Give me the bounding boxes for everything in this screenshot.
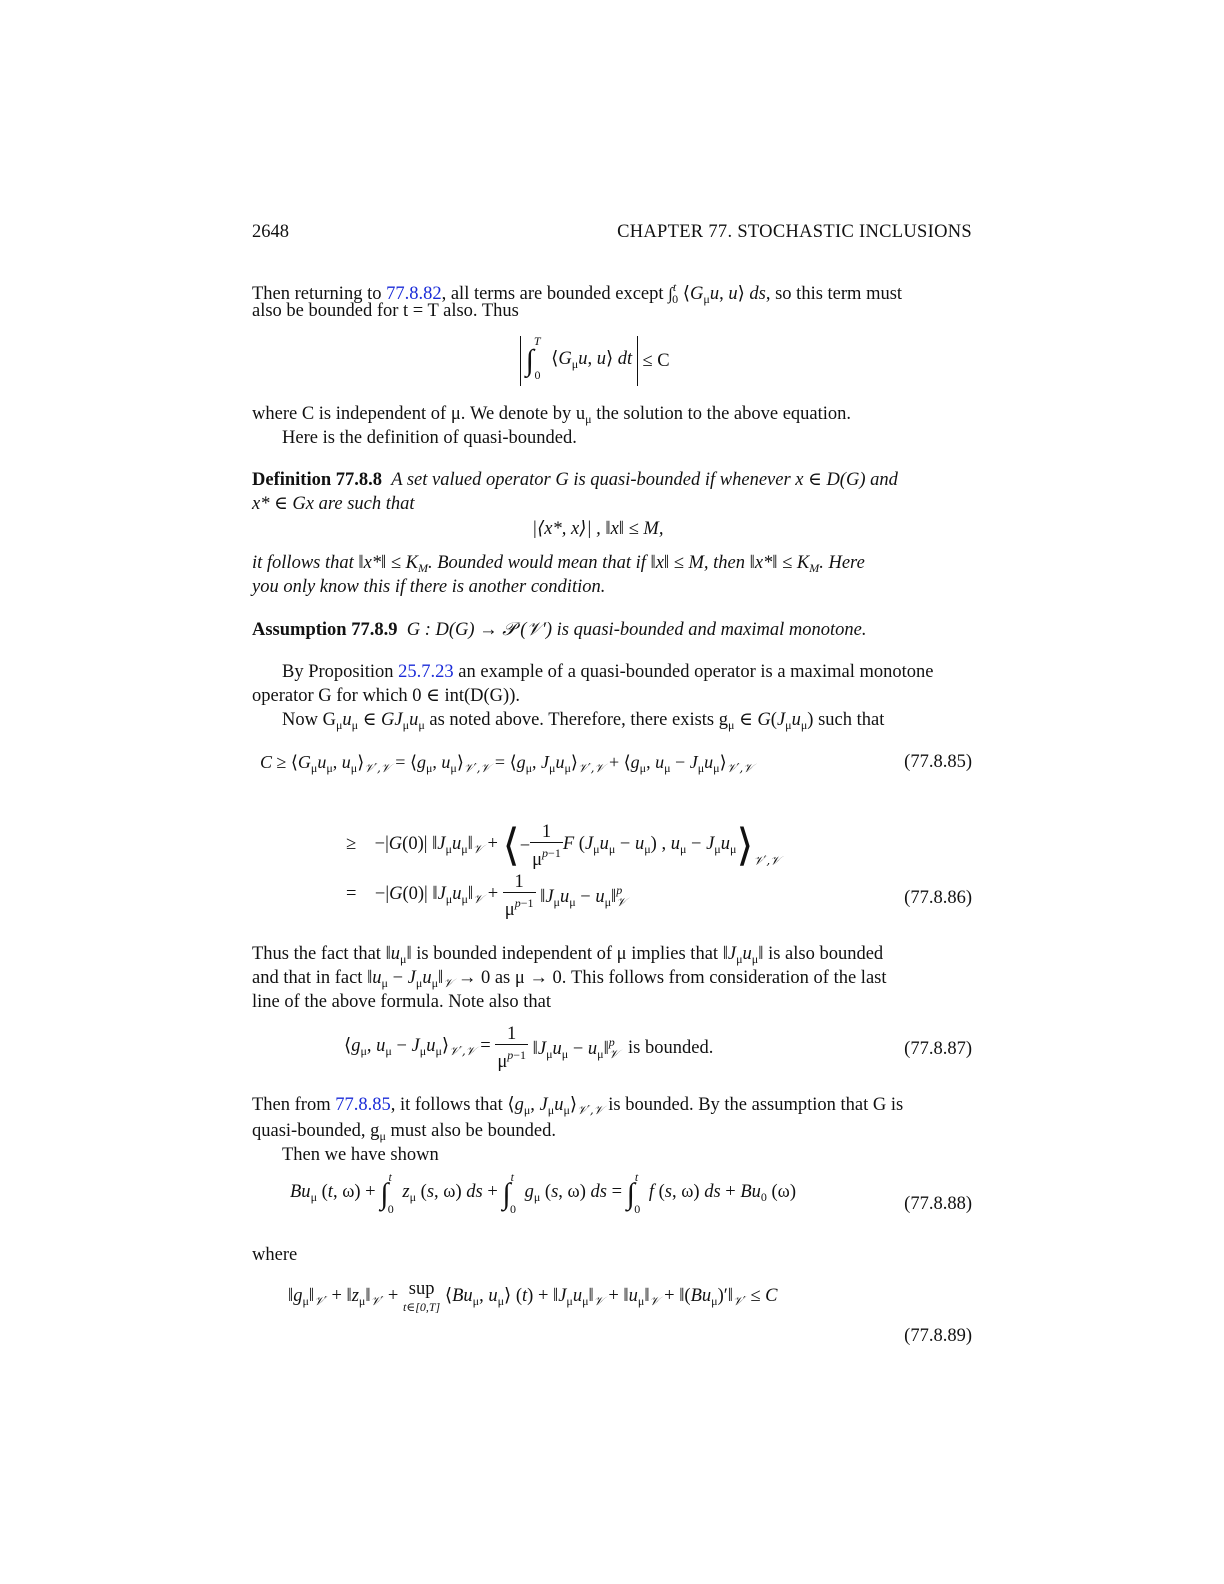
assumption-label: Assumption 77.8.9 (252, 620, 398, 640)
equation-77-8-88: $Bu_\mu$ (t, ω) + ∫$^t_0$ $z_\mu$ (s, ω) ds + ∫$^t_0$ $g_\mu$ (s, ω) ds = ∫$^t_0$ f (s, ω) ds + $Bu_0$ (ω) (290, 1169, 797, 1216)
page-number: 2648 (252, 222, 289, 242)
paragraph-5-line-2: quasi-bounded, $g_\mu$ must also be bounded. (252, 1121, 556, 1143)
definition-display: |⟨x*, x⟩| , ‖x‖ ≤ M, (532, 519, 664, 539)
equation-number-85: (77.8.85) (904, 752, 972, 772)
paragraph-4-line-2: and that in fact $‖u_\mu$ − $J_\mu u_\mu‖_𝒱 \to 0$ as μ → 0. This follows from consideration of the last (252, 968, 887, 990)
assumption-line: Assumption 77.8.9 G : D(G) → 𝒫 (𝒱′) is quasi-bounded and maximal monotone. (252, 620, 867, 640)
equation-number-87: (77.8.87) (904, 1039, 972, 1059)
definition-line-4: you only know this if there is another condition. (252, 577, 606, 597)
equation-77-8-87: $⟨g_\mu$, $u_\mu$ − $J_\mu u_\mu⟩_{𝒱',𝒱}$ = $\frac{1}{\mu^{p-1}}$ $‖J_\mu u_\mu$ − $u_\mu‖^p_𝒱$ is bounded. (344, 1024, 714, 1072)
equation-ref-link-85[interactable]: 77.8.85 (335, 1095, 391, 1115)
display-equation-bound: ∫$^T_0$ $⟨G_\mu u$, u⟩ dt ≤ C (520, 336, 670, 386)
where-text: where (252, 1245, 298, 1265)
equation-77-8-85: $C \ge ⟨G_\mu u_\mu$, $u_\mu⟩_{𝒱',𝒱}$ = $⟨g_\mu$, $u_\mu⟩_{𝒱',𝒱}$ = $⟨g_\mu$, $J_\mu u_\mu⟩_{𝒱',𝒱}$ + $⟨g_\mu$, $u_\mu$ − $J_\mu u_\mu⟩_{𝒱',𝒱}$ (260, 752, 754, 775)
equation-number-88: (77.8.88) (904, 1194, 972, 1214)
paragraph-4-line-3: line of the above formula. Note also that (252, 992, 551, 1012)
equation-77-8-86-line-1: ≥ −|G(0)| $‖J_\mu u_\mu‖_𝒱$ + ⟨− $\frac{1}{\mu^{p-1}}$ F $(J_\mu u_\mu - u_\mu)$ , $u_\mu$ − $J_\mu u_\mu⟩_{𝒱',𝒱}$ (346, 821, 781, 870)
definition-label: Definition 77.8.8 (252, 470, 383, 490)
paragraph-3-line-1: By Proposition 25.7.23 an example of a quasi-bounded operator is a maximal monotone (282, 662, 934, 682)
paragraph-2-line-1: where C is independent of μ. We denote by $u_\mu$ the solution to the above equation. (252, 404, 852, 426)
paragraph-2-line-2: Here is the definition of quasi-bounded. (282, 428, 577, 448)
equation-77-8-86-line-2: = −|G(0)| $‖J_\mu u_\mu‖_𝒱$ + $\frac{1}{\mu^{p-1}}$ $‖J_\mu u_\mu$ − $u_\mu‖^p_𝒱$ (346, 872, 627, 920)
definition-line-2: x* ∈ Gx are such that (252, 494, 415, 514)
running-header: CHAPTER 77. STOCHASTIC INCLUSIONS (617, 222, 972, 242)
paragraph-5-line-1: Then from 77.8.85, it follows that $⟨g_\mu$, $J_\mu u_\mu⟩_{𝒱',𝒱}$ is bounded. By the assumption that G is (252, 1095, 904, 1117)
paragraph-5-line-3: Then we have shown (282, 1145, 439, 1165)
equation-number-86: (77.8.86) (904, 888, 972, 908)
equation-ref-link[interactable]: 77.8.82 (386, 284, 442, 304)
definition-line-1: Definition 77.8.8 A set valued operator G is quasi-bounded if whenever x ∈ D(G) and (252, 470, 898, 490)
proposition-ref-link[interactable]: 25.7.23 (398, 662, 454, 682)
paragraph-1-line-1: Then returning to 77.8.82, all terms are bounded except ∫$^t_0$ $⟨G_\mu u$, u⟩ ds, so this term must (252, 280, 903, 306)
equation-77-8-89: $‖g_\mu‖_{𝒱'}$ + $‖z_\mu‖_{𝒱'}$ + sup t∈[0,T] $⟨Bu_\mu$, $u_\mu⟩$ $(t) + ‖J_\mu u_\mu‖_𝒱$ + $‖u_\mu‖_𝒱$ + $‖(Bu_\mu)'‖_{𝒱'} \le C$ (288, 1279, 778, 1314)
paragraph-3-line-2: operator G for which 0 ∈ int(D(G)). (252, 686, 520, 706)
paragraph-3-line-3: Now $G_\mu u_\mu$ ∈ $GJ_\mu u_\mu$ as noted above. Therefore, there exists $g_\mu$ ∈ $G(J_\mu u_\mu)$ such that (282, 710, 885, 732)
paragraph-4-line-1: Thus the fact that $‖u_\mu‖$ is bounded independent of μ implies that $‖J_\mu u_\mu‖$ is also bounded (252, 944, 884, 966)
equation-number-89: (77.8.89) (904, 1326, 972, 1346)
paragraph-1-line-2: also be bounded for t = T also. Thus (252, 301, 519, 321)
definition-line-3: it follows that ‖x*‖ ≤ $K_M$. Bounded would mean that if ‖x‖ ≤ M, then ‖x*‖ ≤ $K_M$. Here (252, 553, 865, 575)
